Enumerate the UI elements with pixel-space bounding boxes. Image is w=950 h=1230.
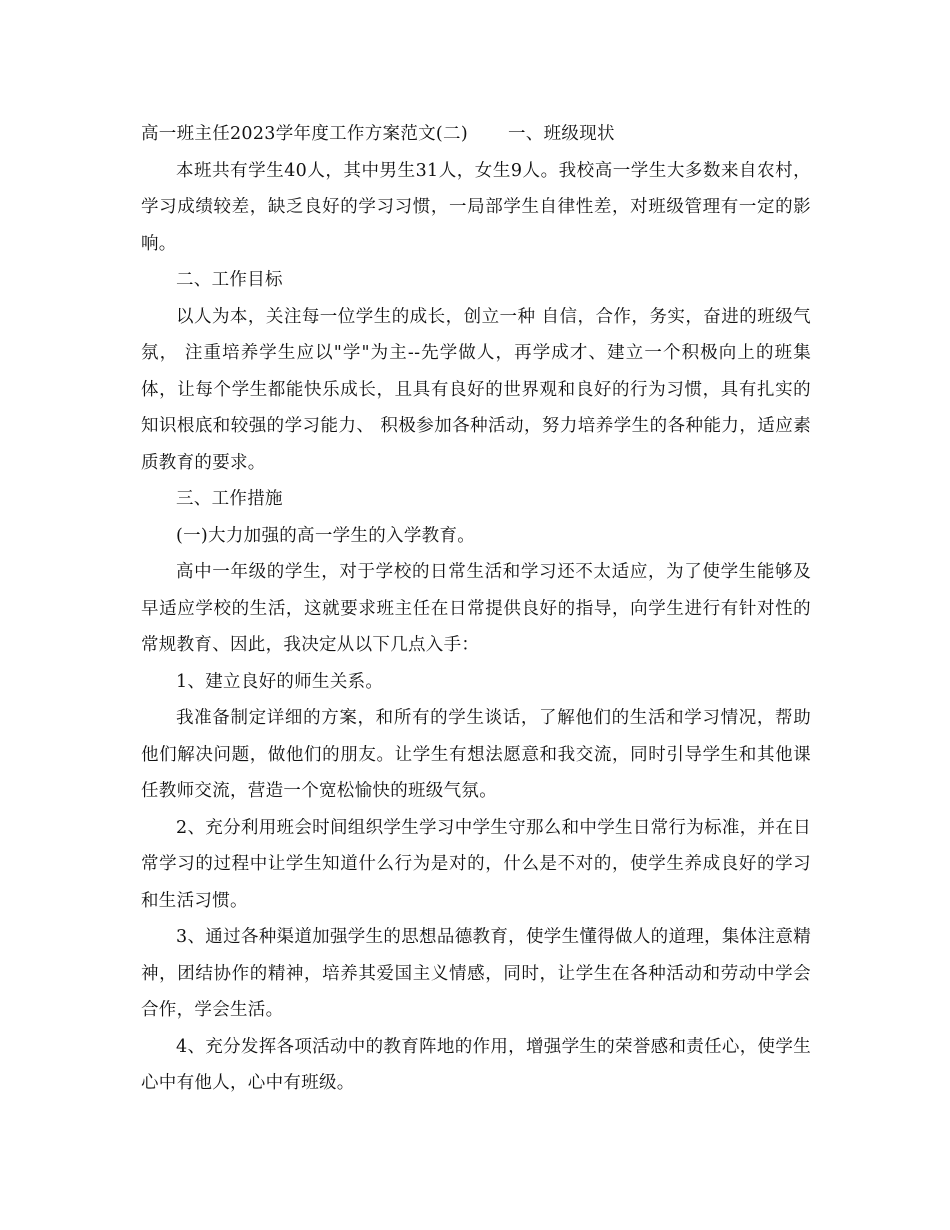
document-title: 高一班主任2023学年度工作方案范文(二) — [141, 124, 468, 144]
subheading-orientation: (一)大力加强的高一学生的入学教育。 — [176, 525, 476, 546]
item-4-paragraph: 4、充分发挥各项活动中的教育阵地的作用，增强学生的荣誉感和责任心，使学生心中有他人，心中有班级。 — [141, 1036, 811, 1093]
item-1-paragraph: 我准备制定详细的方案，和所有的学生谈话，了解他们的生活和学习情况，帮助他们解决问题，做他们的朋友。让学生有想法愿意和我交流，同时引导学生和其他课任教师交流，营造一个宽松愉快的班级气氛。 — [141, 708, 811, 801]
paragraph-orientation: 高中一年级的学生，对于学校的日常生活和学习还不太适应，为了使学生能够及早适应学校的生活，这就要求班主任在日常提供良好的指导，向学生进行有针对性的常规教育、因此，我决定从以下几点入手： — [141, 562, 811, 655]
title-line — [141, 116, 811, 153]
paragraph-class-status: 本班共有学生40人，其中男生31人，女生9人。我校高一学生大多数来自农村，学习成绩较差，缺乏良好的学习习惯，一局部学生自律性差，对班级管理有一定的影响。 — [141, 160, 811, 254]
item-2-paragraph: 2、充分利用班会时间组织学生学习中学生守那么和中学生日常行为标准，并在日常学习的过程中让学生知道什么行为是对的，什么是不对的，使学生养成良好的学习和生活习惯。 — [141, 817, 811, 911]
document-body — [141, 116, 811, 1102]
paragraph-goals: 以人为本，关注每一位学生的成长，创立一种 自信，合作，务实，奋进的班级气氛， 注重培养学生应以"学"为主--先学做人，再学成才、建立一个积极向上的班集体，让每个学生都能快乐成长，且具有良好的世界观和良好的行为习惯，具有扎实的知识根底和较强的学习能力、 积极参加各种活动，努力培养学生的各种能力，适应素质教育的要求。 — [141, 306, 811, 473]
section-heading-goals: 二、工作目标 — [176, 270, 283, 290]
section-heading-status: 一、班级现状 — [508, 124, 615, 144]
section-heading-measures: 三、工作措施 — [176, 489, 283, 509]
item-3-paragraph: 3、通过各种渠道加强学生的思想品德教育，使学生懂得做人的道理，集体注意精神，团结协作的精神，培养其爱国主义情感，同时，让学生在各种活动和劳动中学会合作，学会生活。 — [141, 927, 811, 1020]
item-1-heading: 1、建立良好的师生关系。 — [176, 671, 384, 692]
